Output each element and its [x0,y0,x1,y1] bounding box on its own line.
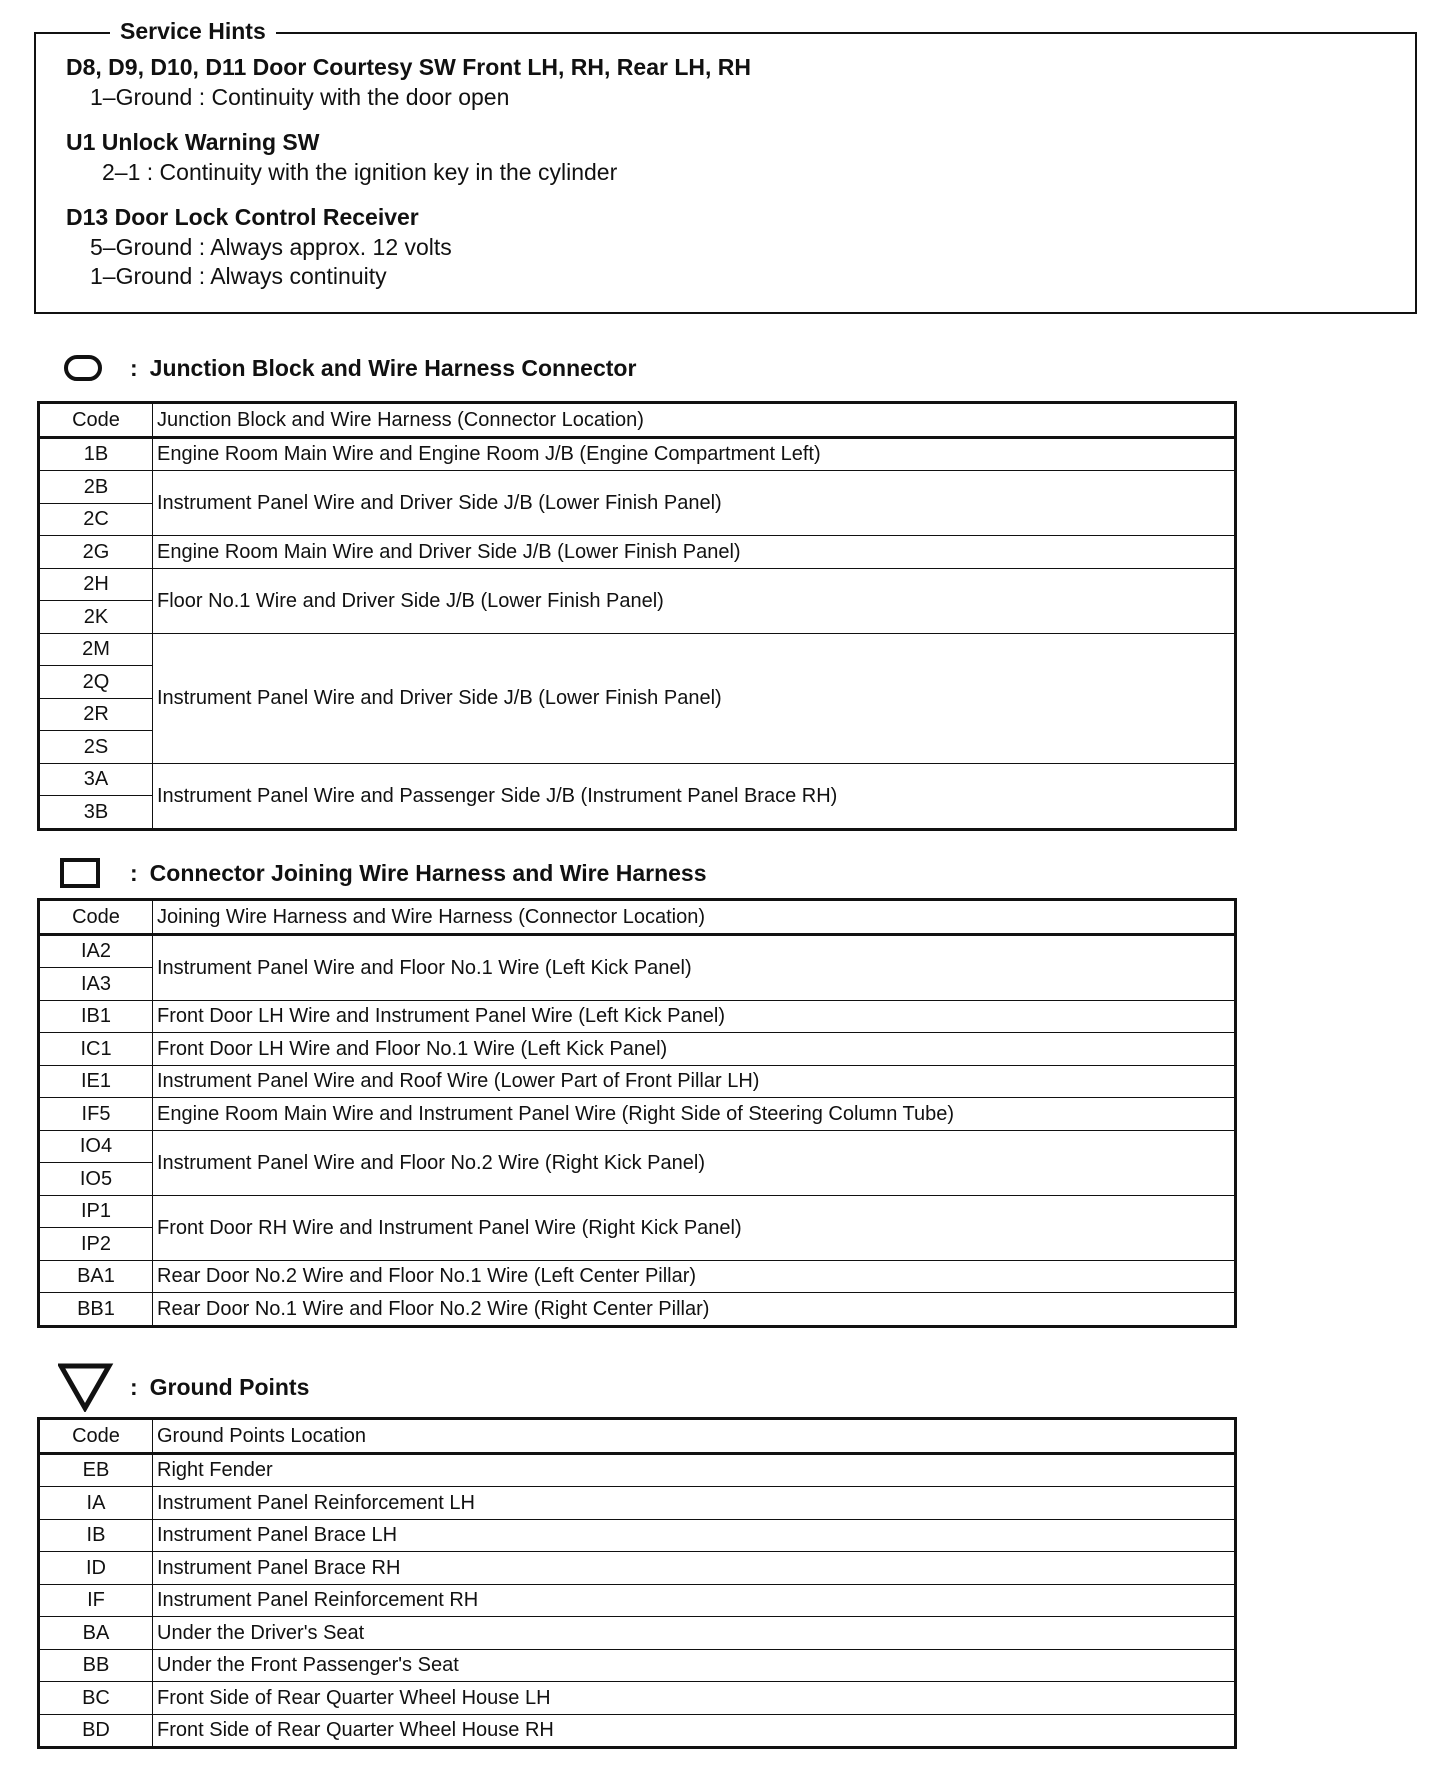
location-cell: Front Door RH Wire and Instrument Panel Wire (Right Kick Panel) [153,1195,1236,1260]
code-cell: ID [39,1552,153,1585]
code-cell: 2Q [39,666,153,699]
code-cell: BA [39,1617,153,1650]
location-cell: Under the Front Passenger's Seat [153,1649,1236,1682]
code-column-header: Code [39,900,153,935]
code-cell: 2H [39,568,153,601]
code-cell: 2C [39,503,153,536]
code-cell: 2G [39,536,153,569]
table-header-row [39,1419,1236,1454]
junction-table [37,401,1237,831]
table-row [39,437,1236,471]
table-row [39,1552,1236,1585]
hint-line: 1–Ground : Continuity with the door open [90,84,510,110]
location-cell: Rear Door No.2 Wire and Floor No.1 Wire (Left Center Pillar) [153,1260,1236,1293]
location-cell: Instrument Panel Wire and Driver Side J/B (Lower Finish Panel) [153,633,1236,763]
table-row [39,1260,1236,1293]
code-cell: IP1 [39,1195,153,1228]
service-hints-title: Service Hints [110,18,276,44]
code-column-header: Code [39,1419,153,1454]
square-connector-icon [58,853,118,893]
table-row [39,763,1236,796]
code-cell: IP2 [39,1228,153,1261]
table-row [39,536,1236,569]
table-header-row [39,403,1236,438]
location-cell: Instrument Panel Wire and Floor No.1 Wire (Left Kick Panel) [153,934,1236,1000]
code-cell: IO5 [39,1163,153,1196]
table-row [39,1065,1236,1098]
code-cell: BB [39,1649,153,1682]
table-row [39,1293,1236,1327]
code-cell: 3A [39,763,153,796]
table-row [39,633,1236,666]
location-cell: Rear Door No.1 Wire and Floor No.2 Wire (Right Center Pillar) [153,1293,1236,1327]
code-cell: IA [39,1487,153,1520]
location-cell: Engine Room Main Wire and Instrument Panel Wire (Right Side of Steering Column Tube) [153,1098,1236,1131]
joining-table [37,898,1237,1328]
joining-section-heading: : Connector Joining Wire Harness and Wire Harness [58,853,707,893]
location-cell: Front Side of Rear Quarter Wheel House LH [153,1682,1236,1715]
location-cell: Instrument Panel Wire and Passenger Side J/B (Instrument Panel Brace RH) [153,763,1236,829]
junction-section-heading: : Junction Block and Wire Harness Connector [58,348,636,388]
table-row [39,1487,1236,1520]
location-cell: Front Door LH Wire and Instrument Panel Wire (Left Kick Panel) [153,1000,1236,1033]
location-cell: Instrument Panel Brace LH [153,1519,1236,1552]
code-column-header: Code [39,403,153,438]
table-row [39,1000,1236,1033]
ground-section-heading: : Ground Points [58,1362,309,1412]
location-cell: Engine Room Main Wire and Driver Side J/B (Lower Finish Panel) [153,536,1236,569]
code-cell: IB [39,1519,153,1552]
code-cell: BC [39,1682,153,1715]
code-cell: IO4 [39,1130,153,1163]
table-header-row [39,900,1236,935]
location-cell: Instrument Panel Wire and Roof Wire (Lower Part of Front Pillar LH) [153,1065,1236,1098]
code-cell: BA1 [39,1260,153,1293]
joining-section-title: Connector Joining Wire Harness and Wire Harness [149,859,707,886]
location-cell: Under the Driver's Seat [153,1617,1236,1650]
code-cell: IC1 [39,1033,153,1066]
code-cell: 2S [39,731,153,764]
code-cell: 2B [39,471,153,504]
location-column-header: Ground Points Location [153,1419,1236,1454]
location-cell: Instrument Panel Reinforcement LH [153,1487,1236,1520]
hint-heading: U1 Unlock Warning SW [66,129,320,155]
code-cell: IA2 [39,934,153,968]
table-row [39,934,1236,968]
code-cell: 2K [39,601,153,634]
table-row [39,1519,1236,1552]
table-row [39,1453,1236,1487]
oval-connector-icon [58,348,118,388]
table-row [39,1682,1236,1715]
table-row [39,1584,1236,1617]
code-cell: IF [39,1584,153,1617]
location-cell: Right Fender [153,1453,1236,1487]
location-column-header: Joining Wire Harness and Wire Harness (Connector Location) [153,900,1236,935]
hint-heading: D13 Door Lock Control Receiver [66,204,419,230]
code-cell: 2R [39,698,153,731]
location-cell: Instrument Panel Wire and Driver Side J/B (Lower Finish Panel) [153,471,1236,536]
table-row [39,1649,1236,1682]
location-cell: Engine Room Main Wire and Engine Room J/B (Engine Compartment Left) [153,437,1236,471]
location-cell: Instrument Panel Brace RH [153,1552,1236,1585]
table-row [39,471,1236,504]
code-cell: BD [39,1714,153,1748]
code-cell: 2M [39,633,153,666]
table-row [39,1130,1236,1163]
location-cell: Instrument Panel Wire and Floor No.2 Wire (Right Kick Panel) [153,1130,1236,1195]
hint-heading: D8, D9, D10, D11 Door Courtesy SW Front LH, RH, Rear LH, RH [66,54,752,80]
table-row [39,1098,1236,1131]
hint-line: 5–Ground : Always approx. 12 volts [90,234,452,260]
location-cell: Floor No.1 Wire and Driver Side J/B (Lower Finish Panel) [153,568,1236,633]
code-cell: BB1 [39,1293,153,1327]
location-cell: Instrument Panel Reinforcement RH [153,1584,1236,1617]
location-cell: Front Door LH Wire and Floor No.1 Wire (Left Kick Panel) [153,1033,1236,1066]
hint-line: 1–Ground : Always continuity [90,263,387,289]
table-row [39,1195,1236,1228]
table-row [39,1617,1236,1650]
junction-section-title: Junction Block and Wire Harness Connector [149,354,637,381]
table-row [39,568,1236,601]
table-row [39,1714,1236,1748]
location-cell: Front Side of Rear Quarter Wheel House RH [153,1714,1236,1748]
code-cell: IE1 [39,1065,153,1098]
hint-line: 2–1 : Continuity with the ignition key in the cylinder [102,159,618,185]
code-cell: EB [39,1453,153,1487]
code-cell: IB1 [39,1000,153,1033]
ground-table [37,1417,1237,1749]
code-cell: IF5 [39,1098,153,1131]
code-cell: 3B [39,796,153,830]
table-row [39,1033,1236,1066]
location-column-header: Junction Block and Wire Harness (Connector Location) [153,403,1236,438]
code-cell: IA3 [39,968,153,1001]
code-cell: 1B [39,437,153,471]
ground-triangle-icon [58,1362,118,1412]
ground-section-title: Ground Points [149,1373,310,1400]
